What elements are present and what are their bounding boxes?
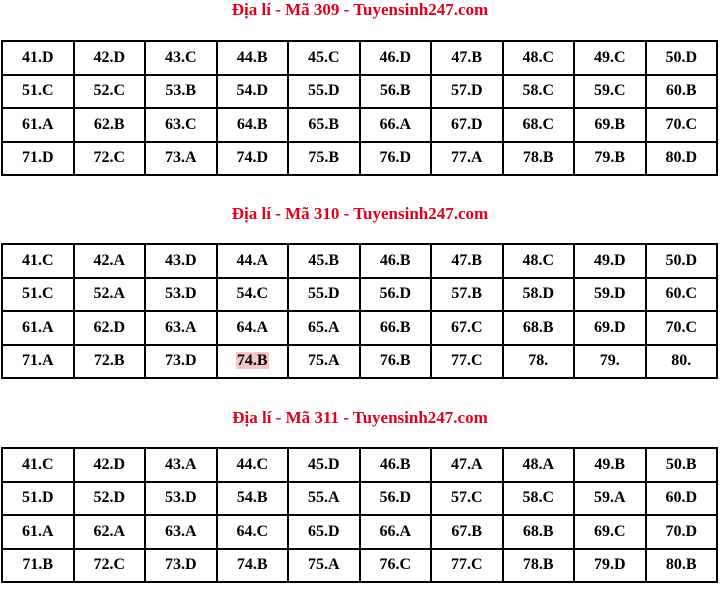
answer-text: 73.D	[164, 556, 197, 574]
answer-cell	[574, 75, 646, 109]
answer-text: 58.C	[522, 82, 555, 100]
answer-cell	[217, 549, 289, 583]
answer-cell	[360, 515, 432, 549]
answer-text: 44.B	[236, 48, 268, 66]
answer-cell	[574, 549, 646, 583]
answer-cell	[646, 41, 718, 75]
answer-text: 75.B	[308, 149, 340, 167]
answer-text: 67.C	[450, 318, 483, 336]
answer-cell	[74, 515, 146, 549]
answer-cell	[431, 549, 503, 583]
answer-text: 41.C	[21, 455, 54, 473]
answer-cell	[288, 515, 360, 549]
answer-cell	[145, 244, 217, 278]
table-row	[2, 549, 717, 583]
answer-cell	[646, 244, 718, 278]
answer-cell	[145, 41, 217, 75]
answer-text: 60.C	[665, 285, 698, 303]
answer-cell	[2, 108, 74, 142]
answer-text: 80.B	[665, 556, 697, 574]
answer-cell	[431, 448, 503, 482]
answer-cell	[2, 278, 74, 312]
answer-text: 78.	[528, 352, 549, 370]
answer-text: 65.A	[307, 318, 340, 336]
answer-cell	[646, 108, 718, 142]
answer-text: 45.B	[308, 251, 340, 269]
section-title-309: Địa lí - Mã 309 - Tuyensinh247.com	[231, 0, 489, 19]
answer-cell	[74, 482, 146, 516]
answer-text: 59.D	[593, 285, 626, 303]
table-row	[2, 75, 717, 109]
answer-text: 65.B	[308, 115, 340, 133]
answer-text: 80.D	[665, 149, 698, 167]
answer-text: 54.D	[236, 82, 269, 100]
answer-cell	[74, 142, 146, 176]
answer-text: 57.B	[451, 285, 483, 303]
answer-cell	[431, 311, 503, 345]
answer-text: 77.A	[450, 149, 483, 167]
answer-text: 69.D	[593, 318, 626, 336]
answer-text: 59.A	[593, 489, 626, 507]
answer-cell	[503, 448, 575, 482]
answer-cell	[360, 311, 432, 345]
answer-cell	[145, 549, 217, 583]
answer-text: 74.D	[236, 149, 269, 167]
answer-cell	[503, 311, 575, 345]
answer-cell	[74, 345, 146, 379]
answer-cell	[503, 345, 575, 379]
answer-text: 50.D	[665, 251, 698, 269]
answer-cell	[431, 345, 503, 379]
answer-cell	[217, 75, 289, 109]
answer-text: 53.D	[164, 285, 197, 303]
answer-cell	[288, 75, 360, 109]
answer-text: 44.A	[236, 251, 269, 269]
answer-cell	[503, 108, 575, 142]
answer-text: 54.B	[236, 489, 268, 507]
answer-text: 43.C	[164, 48, 197, 66]
answer-text: 66.A	[379, 522, 412, 540]
table-row	[2, 108, 717, 142]
answer-text: 48.C	[522, 251, 555, 269]
answer-cell	[2, 515, 74, 549]
answer-cell	[74, 108, 146, 142]
table-row	[2, 515, 717, 549]
answer-cell	[360, 448, 432, 482]
answer-cell	[2, 448, 74, 482]
answer-cell	[145, 448, 217, 482]
table-row	[2, 311, 717, 345]
answer-cell	[2, 311, 74, 345]
table-row	[2, 41, 717, 75]
answer-cell	[74, 278, 146, 312]
answer-cell	[145, 142, 217, 176]
answer-cell	[217, 311, 289, 345]
answer-text: 41.C	[21, 251, 54, 269]
answer-cell	[503, 41, 575, 75]
answer-text: 73.D	[164, 352, 197, 370]
answer-cell	[145, 482, 217, 516]
answer-text: 75.A	[307, 556, 340, 574]
answer-text: 43.A	[164, 455, 197, 473]
answer-text: 62.B	[93, 115, 125, 133]
answer-text: 76.B	[379, 352, 411, 370]
answer-text: 48.C	[522, 48, 555, 66]
answer-cell	[503, 75, 575, 109]
section-title-311: Địa lí - Mã 311 - Tuyensinh247.com	[232, 408, 488, 427]
answer-cell	[574, 482, 646, 516]
answer-text: 79.	[599, 352, 620, 370]
answer-cell	[288, 311, 360, 345]
answer-text: 64.C	[236, 522, 269, 540]
answer-cell	[431, 75, 503, 109]
answer-cell	[2, 41, 74, 75]
answer-text: 72.C	[93, 556, 126, 574]
section-title-310: Địa lí - Mã 310 - Tuyensinh247.com	[231, 204, 489, 223]
answer-cell	[360, 142, 432, 176]
answer-cell	[145, 515, 217, 549]
answer-cell	[431, 278, 503, 312]
answer-text: 64.A	[236, 318, 269, 336]
answer-table-309	[1, 40, 718, 176]
table-row	[2, 482, 717, 516]
answer-text: 78.B	[522, 556, 554, 574]
answer-text: 68.B	[522, 522, 554, 540]
answer-cell	[74, 244, 146, 278]
answer-cell	[145, 311, 217, 345]
answer-text: 46.D	[379, 48, 412, 66]
answer-cell	[646, 278, 718, 312]
table-row	[2, 244, 717, 278]
answer-cell	[288, 482, 360, 516]
answer-cell	[646, 482, 718, 516]
answer-cell	[503, 278, 575, 312]
answer-text: 60.D	[665, 489, 698, 507]
answer-text: 70.C	[665, 318, 698, 336]
answer-text: 50.D	[665, 48, 698, 66]
answer-text: 49.D	[593, 251, 626, 269]
answer-cell	[574, 448, 646, 482]
answer-text: 52.C	[93, 82, 126, 100]
answer-text: 70.D	[665, 522, 698, 540]
answer-text: 45.C	[307, 48, 340, 66]
answer-text: 67.B	[451, 522, 483, 540]
answer-cell	[217, 142, 289, 176]
answer-text: 72.C	[93, 149, 126, 167]
answer-text: 42.D	[93, 455, 126, 473]
answer-text: 79.D	[593, 556, 626, 574]
answer-cell	[574, 278, 646, 312]
answer-cell	[360, 345, 432, 379]
answer-cell	[217, 515, 289, 549]
answer-cell	[217, 244, 289, 278]
answer-cell	[217, 108, 289, 142]
answer-text: 65.D	[307, 522, 340, 540]
answer-cell	[574, 515, 646, 549]
answer-cell	[74, 75, 146, 109]
answer-cell	[503, 549, 575, 583]
answer-text: 71.D	[21, 149, 54, 167]
answer-cell	[574, 41, 646, 75]
answer-cell	[360, 482, 432, 516]
answer-text: 61.A	[21, 115, 54, 133]
answer-cell	[145, 108, 217, 142]
answer-cell	[288, 345, 360, 379]
answer-cell	[646, 448, 718, 482]
answer-cell	[574, 345, 646, 379]
answer-cell	[360, 244, 432, 278]
answer-cell	[360, 278, 432, 312]
answer-cell	[503, 142, 575, 176]
answer-cell	[574, 311, 646, 345]
answer-text: 63.A	[164, 522, 197, 540]
answer-cell	[2, 345, 74, 379]
answer-text: 42.A	[93, 251, 126, 269]
answer-text: 60.B	[665, 82, 697, 100]
answer-text: 47.B	[451, 251, 483, 269]
answer-text: 73.A	[164, 149, 197, 167]
answer-text: 63.C	[164, 115, 197, 133]
answer-cell	[2, 142, 74, 176]
answer-table-311	[1, 447, 718, 583]
answer-text: 47.A	[450, 455, 483, 473]
answer-cell	[360, 75, 432, 109]
answer-cell	[360, 41, 432, 75]
answer-cell	[646, 311, 718, 345]
answer-cell	[288, 549, 360, 583]
answer-cell	[288, 41, 360, 75]
answer-cell	[646, 549, 718, 583]
answer-text: 62.A	[93, 522, 126, 540]
answer-cell	[646, 75, 718, 109]
answer-text: 80.	[671, 352, 692, 370]
answer-cell	[74, 41, 146, 75]
answer-text: 53.D	[164, 489, 197, 507]
answer-text: 68.C	[522, 115, 555, 133]
answer-cell	[2, 549, 74, 583]
answer-cell	[574, 244, 646, 278]
answer-text: 42.D	[93, 48, 126, 66]
answer-text: 48.A	[522, 455, 555, 473]
answer-text: 50.B	[665, 455, 697, 473]
answer-text: 53.B	[165, 82, 197, 100]
answer-text: 51.C	[21, 285, 54, 303]
answer-text: 52.D	[93, 489, 126, 507]
answer-text: 69.B	[594, 115, 626, 133]
answer-text: 64.B	[236, 115, 268, 133]
answer-text: 66.B	[379, 318, 411, 336]
answer-text: 61.A	[21, 522, 54, 540]
answer-cell	[646, 345, 718, 379]
answer-cell	[217, 41, 289, 75]
answer-cell	[646, 515, 718, 549]
answer-text: 76.C	[379, 556, 412, 574]
answer-cell	[74, 448, 146, 482]
answer-cell	[574, 108, 646, 142]
answer-cell	[217, 448, 289, 482]
answer-text: 46.B	[379, 455, 411, 473]
answer-text-highlighted: 74.B	[236, 352, 268, 370]
answer-text: 58.C	[522, 489, 555, 507]
answer-cell	[503, 515, 575, 549]
answer-cell	[145, 75, 217, 109]
answer-text: 49.B	[594, 455, 626, 473]
answer-table-310	[1, 243, 718, 379]
answer-text: 69.C	[593, 522, 626, 540]
answer-text: 62.D	[93, 318, 126, 336]
answer-cell	[288, 244, 360, 278]
answer-cell	[431, 142, 503, 176]
answer-text: 61.A	[21, 318, 54, 336]
answer-cell	[574, 142, 646, 176]
answer-text: 47.B	[451, 48, 483, 66]
answer-text: 68.B	[522, 318, 554, 336]
answer-cell	[2, 244, 74, 278]
answer-cell	[288, 108, 360, 142]
answer-text: 56.B	[379, 82, 411, 100]
answer-cell	[2, 75, 74, 109]
answer-text: 41.D	[21, 48, 54, 66]
answer-text: 51.D	[21, 489, 54, 507]
answer-text: 49.C	[593, 48, 626, 66]
answer-text: 71.B	[22, 556, 54, 574]
answer-text: 55.D	[307, 82, 340, 100]
answer-cell	[360, 108, 432, 142]
answer-cell	[431, 41, 503, 75]
answer-text: 67.D	[450, 115, 483, 133]
answer-text: 56.D	[379, 285, 412, 303]
answer-text: 57.D	[450, 82, 483, 100]
answer-text: 44.C	[236, 455, 269, 473]
answer-cell	[431, 482, 503, 516]
table-row	[2, 278, 717, 312]
answer-cell	[360, 549, 432, 583]
answer-text: 58.D	[522, 285, 555, 303]
answer-text: 55.D	[307, 285, 340, 303]
answer-text: 57.C	[450, 489, 483, 507]
answer-text: 66.A	[379, 115, 412, 133]
answer-cell	[74, 549, 146, 583]
answer-cell	[2, 482, 74, 516]
answer-text: 46.B	[379, 251, 411, 269]
answer-text: 79.B	[594, 149, 626, 167]
answer-cell	[217, 345, 289, 379]
answer-text: 72.B	[93, 352, 125, 370]
answer-cell	[288, 448, 360, 482]
answer-cell	[288, 142, 360, 176]
table-row	[2, 448, 717, 482]
answer-text: 56.D	[379, 489, 412, 507]
answer-text: 70.C	[665, 115, 698, 133]
answer-cell	[503, 482, 575, 516]
answer-cell	[145, 345, 217, 379]
answer-cell	[217, 278, 289, 312]
answer-cell	[145, 278, 217, 312]
answer-cell	[431, 108, 503, 142]
answer-cell	[431, 515, 503, 549]
table-row	[2, 142, 717, 176]
answer-cell	[217, 482, 289, 516]
answer-cell	[431, 244, 503, 278]
answer-text: 74.B	[236, 556, 268, 574]
answer-text: 52.A	[93, 285, 126, 303]
answer-text: 51.C	[21, 82, 54, 100]
answer-text: 77.C	[450, 556, 483, 574]
table-row	[2, 345, 717, 379]
answer-text: 75.A	[307, 352, 340, 370]
answer-text: 76.D	[379, 149, 412, 167]
answer-text: 77.C	[450, 352, 483, 370]
answer-text: 59.C	[593, 82, 626, 100]
answer-text: 55.A	[307, 489, 340, 507]
answer-text: 45.D	[307, 455, 340, 473]
answer-cell	[503, 244, 575, 278]
answer-cell	[288, 278, 360, 312]
answer-text: 78.B	[522, 149, 554, 167]
answer-text: 43.D	[164, 251, 197, 269]
answer-cell	[646, 142, 718, 176]
answer-cell	[74, 311, 146, 345]
answer-text: 54.C	[236, 285, 269, 303]
answer-text: 71.A	[21, 352, 54, 370]
answer-text: 63.A	[164, 318, 197, 336]
